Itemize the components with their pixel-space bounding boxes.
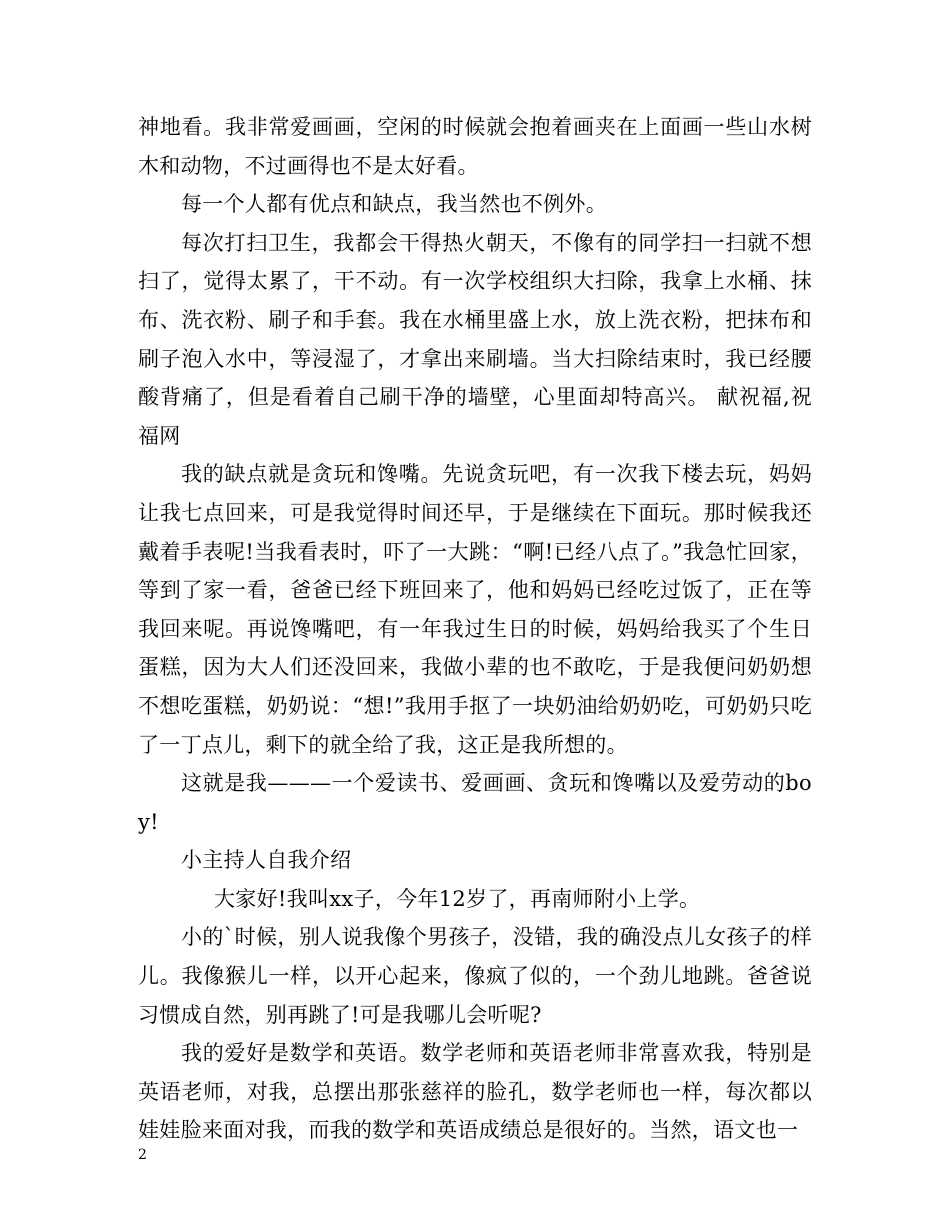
section-heading: 小主持人自我介绍 <box>181 848 352 873</box>
paragraph-6: 大家好!我叫xx子，今年12岁了，再南师附小上学。 <box>214 886 701 911</box>
paragraph-2: 每一个人都有优点和缺点，我当然也不例外。 <box>181 192 607 217</box>
paragraph-4: 我的缺点就是贪玩和馋嘴。先说贪玩吧，有一次我下楼去玩，妈妈让我七点回来，可是我觉得时间还早，于是继续在下面玩。那时候我还戴着手表呢!当我看表时，吓了一大跳：“啊!已经八点了。”我急忙回家，等到了家一看，爸爸已经下班回来了，他和妈妈已经吃过饭了，正在等我回来呢。再说馋嘴吧，有一年我过生日的时候，妈妈给我买了个生日蛋糕，因为大人们还没回来，我做小辈的也不敢吃，于是我便问奶奶想不想吃蛋糕，奶奶说：“想!”我用手抠了一块奶油给奶奶吃，可奶奶只吃了一丁点儿，剩下的就全给了我，这正是我所想的。 <box>138 462 812 757</box>
paragraph-7: 小的`时候，别人说我像个男孩子，没错，我的确没点儿女孩子的样儿。我像猴儿一样，以开心起来，像疯了似的，一个劲儿地跳。爸爸说习惯成自然，别再跳了!可是我哪儿会听呢? <box>138 925 812 1027</box>
paragraph-5: 这就是我———一个爱读书、爱画画、贪玩和馋嘴以及爱劳动的boy! <box>138 771 812 834</box>
paragraph-1: 神地看。我非常爱画画，空闲的时候就会抱着画夹在上面画一些山水树木和动物，不过画得也不是太好看。 <box>138 115 812 178</box>
paragraph-8: 我的爱好是数学和英语。数学老师和英语老师非常喜欢我，特别是英语老师，对我，总摆出那张慈祥的脸孔，数学老师也一样，每次都以娃娃脸来面对我，而我的数学和英语成绩总是很好的。当然，语文也一 <box>138 1041 812 1143</box>
paragraph-3: 每次打扫卫生，我都会干得热火朝天，不像有的同学扫一扫就不想扫了，觉得太累了，干不动。有一次学校组织大扫除，我拿上水桶、抹布、洗衣粉、刷子和手套。我在水桶里盛上水，放上洗衣粉，把抹布和刷子泡入水中，等浸湿了，才拿出来刷墙。当大扫除结束时，我已经腰酸背痛了，但是看着自己刷干净的墙壁，心里面却特高兴。 献祝福,祝福网 <box>138 230 812 448</box>
document-body <box>138 108 812 1150</box>
page-number: 2 <box>138 1147 147 1163</box>
